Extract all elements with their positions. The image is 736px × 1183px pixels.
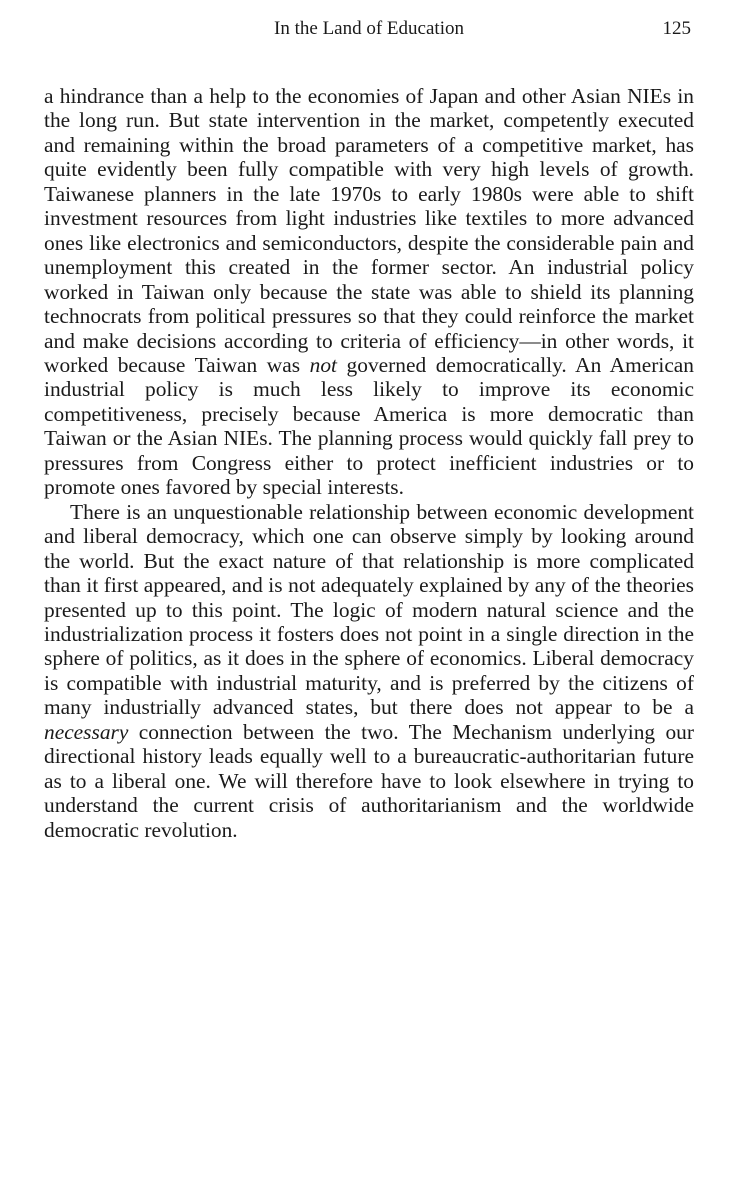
page-number: 125 [662,18,691,39]
paragraph-1-text-a: a hindrance than a help to the economies of Japan and other Asian NIEs in the long run. But state intervention in the market, competently executed and remaining within the broad parameters of a competitive market, has quite evidently been fully compatible with very high levels of growth. Taiwanese planners in the late 1970s to early 1980s were able to shift investment resources from light industries like textiles to more advanced ones like electronics and semiconductors, despite the considerable pain and unemployment this created in the former sector. An industrial policy worked in Taiwan only because the state was able to shield its planning technocrats from political pressures so that they could reinforce the market and make decisions according to criteria of efficiency—in other words, it worked because Taiwan was [44,84,694,377]
running-head [44,14,694,44]
body-text [44,84,694,842]
paragraph-2 [44,500,694,842]
paragraph-1 [44,84,694,500]
running-head-title: In the Land of Education [274,18,464,39]
emphasis-not: not [309,352,337,377]
paragraph-2-text-b: connection between the two. The Mechanism underlying our directional history leads equally well to a bureaucratic-authoritarian future as to a liberal one. We will therefore have to look elsewhere in trying to understand the current crisis of authoritarianism and the worldwide democratic revolution. [44,719,694,842]
paragraph-2-text-a: There is an unquestionable relationship between economic development and liberal democracy, which one can observe simply by looking around the world. But the exact nature of that relationship is more complicated than it first appeared, and is not adequately explained by any of the theories presented up to this point. The logic of modern natural science and the industrialization process it fosters does not point in a single direction in the sphere of politics, as it does in the sphere of economics. Liberal democracy is compatible with industrial maturity, and is preferred by the citizens of many industrially advanced states, but there does not appear to be a [44,499,694,720]
emphasis-necessary: necessary [44,719,129,744]
paragraph-1-text-b: governed democratically. An American industrial policy is much less likely to improve its economic competitiveness, precisely because America is more democratic than Taiwan or the Asian NIEs. The planning process would quickly fall prey to pressures from Congress either to protect inefficient industries or to promote ones favored by special interests. [44,352,694,500]
